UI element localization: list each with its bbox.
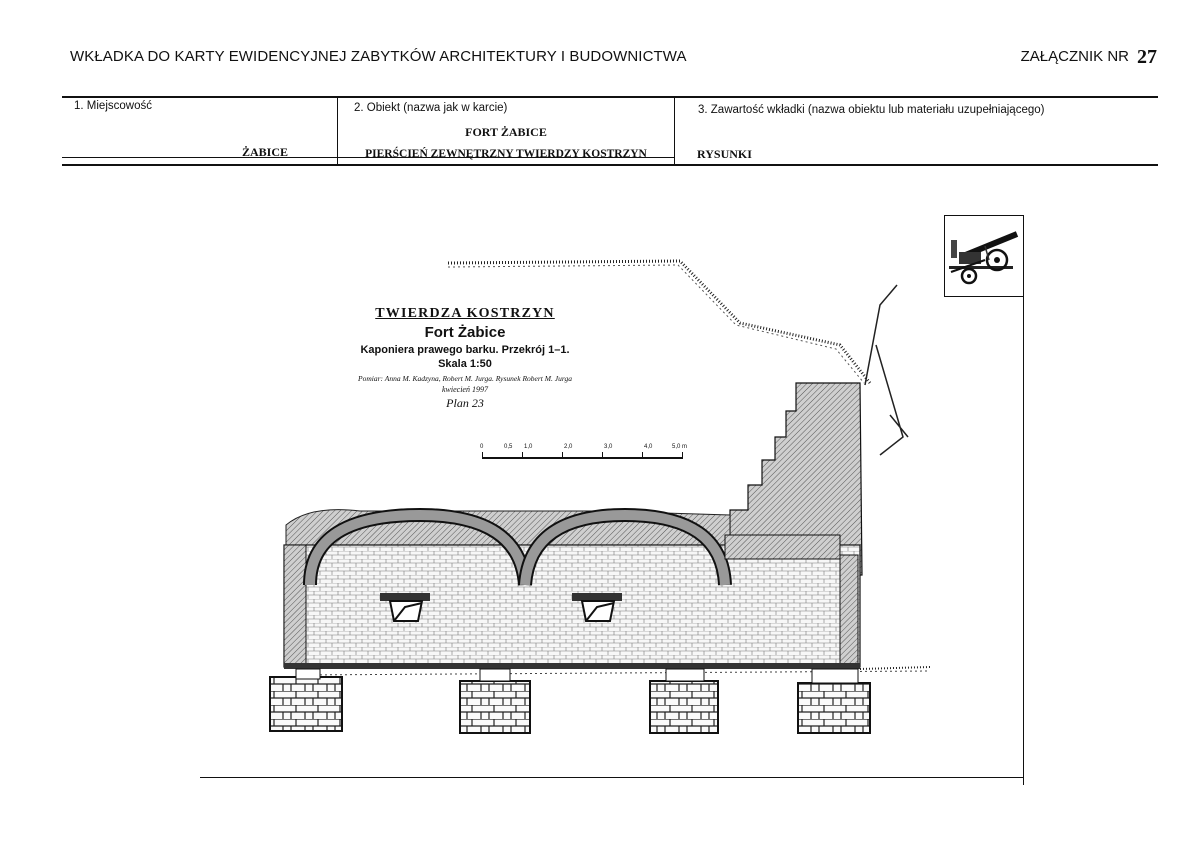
foundation-4 (798, 683, 870, 733)
form-divider-2 (674, 96, 675, 164)
locality-label: 1. Miejscowość (74, 100, 152, 112)
drawing-credits: Pomiar: Anna M. Kadzyna, Robert M. Jurga. Rysunek Robert M. Jurga (358, 374, 572, 383)
drawing-scale: Skala 1:50 (438, 358, 492, 370)
casemate-wall (284, 545, 860, 667)
foundation-2 (460, 681, 530, 733)
object-value-line1: FORT ŻABICE (465, 125, 547, 139)
attachment-label: ZAŁĄCZNIK NR (1020, 48, 1129, 65)
locality-value: ŻABICE (242, 145, 289, 159)
drawing-date: kwiecień 1997 (442, 385, 488, 394)
foundation-1 (270, 677, 342, 731)
attachment-number (1021, 46, 1157, 69)
railing (865, 285, 908, 455)
floor-slab (284, 663, 860, 669)
scale-tick-label: 0,5 (504, 444, 513, 450)
drawing-title: TWIERDZA KOSTRZYN (375, 306, 555, 321)
scale-tick-label: 4,0 (644, 444, 653, 450)
document-title: WKŁADKA DO KARTY EWIDENCYJNEJ ZABYTKÓW ARCHITEKTURY I BUDOWNICTWA (70, 48, 687, 65)
scale-tick-label: 2,0 (564, 444, 573, 450)
contents-value: RYSUNKI (697, 147, 752, 161)
drawing-description: Kaponiera prawego barku. Przekrój 1–1. (360, 344, 570, 356)
scale-bar (480, 444, 694, 462)
scale-tick-label: 1,0 (524, 444, 533, 450)
form-bottom-rule (62, 164, 1158, 166)
contents-label: 3. Zawartość wkładki (nazwa obiektu lub materiału uzupełniającego) (698, 104, 1045, 116)
attachment-number-value: 27 (1137, 46, 1157, 68)
scale-tick-label: 5,0 m (672, 444, 688, 450)
form-top-rule (62, 96, 1158, 98)
drawing-subtitle: Fort Żabice (424, 324, 506, 341)
object-label: 2. Obiekt (nazwa jak w karcie) (354, 102, 508, 114)
frame-bottom-border (200, 777, 1023, 778)
drawing-plan: Plan 23 (446, 396, 484, 410)
section-drawing (200, 215, 1023, 775)
drawing-title-block (300, 306, 630, 411)
scale-tick-label: 3,0 (604, 444, 613, 450)
foundation-3 (650, 681, 718, 733)
object-value-line2: PIERŚCIEŃ ZEWNĘTRZNY TWIERDZY KOSTRZYN (365, 148, 647, 160)
scale-tick-label: 0 (480, 444, 484, 450)
frame-right-border (1023, 215, 1024, 785)
